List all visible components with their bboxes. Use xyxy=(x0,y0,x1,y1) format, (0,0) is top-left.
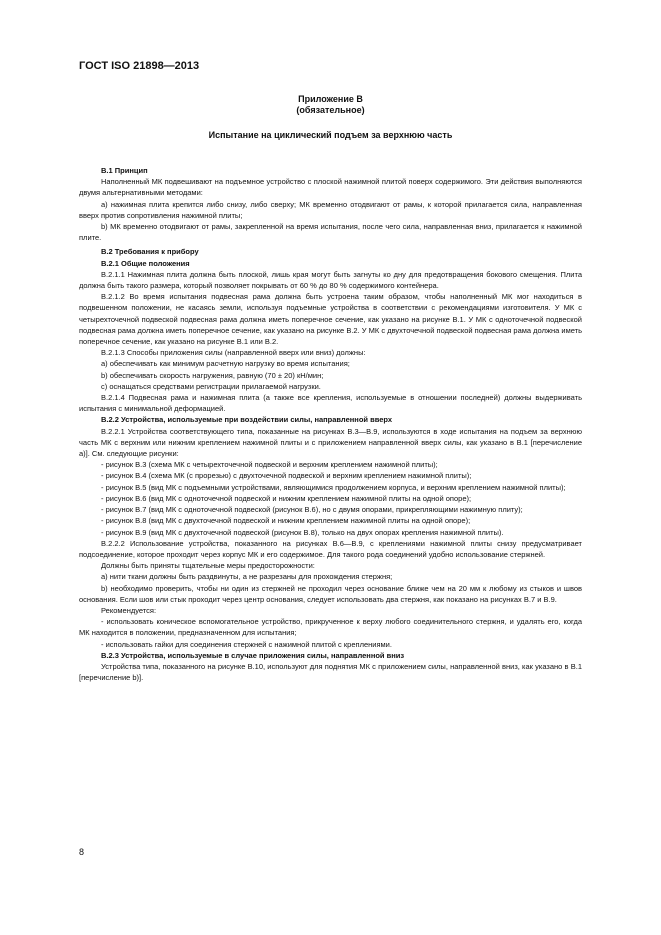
document-body xyxy=(79,162,582,683)
paragraph: В.2.1.3 Способы приложения силы (направленной вверх или вниз) должны: xyxy=(101,348,366,358)
paragraph: а) обеспечивать как минимум расчетную нагрузку во время испытания; xyxy=(101,359,350,369)
appendix-heading: Испытание на циклический подъем за верхнюю часть xyxy=(208,130,453,140)
paragraph: - использовать коническое вспомогательное устройство, прикрученное к верху любого соединительного стержня, и удалять его, когда МК находится в положении, предназначенном для испытания; xyxy=(79,617,582,638)
document-header: ГОСТ ISO 21898—2013 xyxy=(79,60,200,72)
section-heading: В.2 Требования к прибору xyxy=(101,247,199,257)
paragraph: b) необходимо проверить, чтобы ни один из стержней не проходил через основание ближе чем на 20 мм к любому из стыков и швов основания. Если шов или стык проходит через центр основания, следует использовать два стержня, как показано на рисунках В.7 и В.9. xyxy=(79,583,582,604)
paragraph: - рисунок В.8 (вид МК с двухточечной подвеской и нижним креплением нажимной плиты на одной опоре); xyxy=(101,516,471,526)
page-number: 8 xyxy=(79,847,85,857)
paragraph: Устройства типа, показанного на рисунке В.10, используют для поднятия МК с приложением силы, направленной вниз, как указано в В.1 [перечисление b)]. xyxy=(79,661,582,683)
subsection-heading: В.2.1 Общие положения xyxy=(101,258,190,268)
paragraph: В.2.1.1 Нажимная плита должна быть плоской, лишь края могут быть загнуты ко дну для предотвращения бокового смещения. Плита должна быть такого размера, который позволяет покрывать от 60 % до 80 % содержимого контейнера. xyxy=(79,269,582,291)
paragraph: b) обеспечивать скорость нагружения, равную (70 ± 20) кН/мин; xyxy=(101,370,324,380)
paragraph: В.2.1.2 Во время испытания подвесная рама должна быть устроена таким образом, чтобы наполненный МК мог находиться в подвешенном положении, не касаясь земли, используя подъемные устройства в соответствии с рекомендациями изготовителя. У МК с четырехточечной подвеской подвесная рама должна иметь поперечное сечение, как указано на рисунке В.1. У МК с одноточечной подвеской подвесная рама должна иметь поперечное сечение, как указано на рисунке В.2. У МК с двухточечной подвеской подвесная рама должна иметь поперечное сечение, как указано на рисунке В.1 или В.2. xyxy=(79,292,582,347)
paragraph: - рисунок В.5 (вид МК с подъемными устройствами, являющимися продолжением корпуса, и верхним креплением нажимной плиты); xyxy=(101,482,566,492)
paragraph: Должны быть приняты тщательные меры предосторожности: xyxy=(101,561,315,571)
paragraph: - рисунок В.3 (схема МК с четырехточечной подвеской и верхним креплением нажимной плиты); xyxy=(101,460,438,470)
paragraph: c) оснащаться средствами регистрации прилагаемой нагрузки. xyxy=(101,381,321,391)
section-heading: В.1 Принцип xyxy=(101,166,148,175)
subsection-heading: В.2.2 Устройства, используемые при воздействии силы, направленной вверх xyxy=(101,415,393,425)
paragraph: а) нажимная плита крепится либо снизу, либо сверху; МК временно отодвигают от рамы, к которой прилагается сила, направленная вверх против сопротивления нажимной плиты; xyxy=(79,199,582,220)
paragraph: В.2.2.2 Использование устройства, показанного на рисунках В.6—В.9, с креплениями нажимной плиты снизу предусматривает подсоединение, которое проходит через корпус МК и его содержимое. Для такого рода соединений удобно использование стержней. xyxy=(79,538,582,559)
paragraph: - рисунок В.9 (вид МК с двухточечной подвеской (рисунок В.8), только на двух опорах крепления нажимной плиты). xyxy=(101,527,504,537)
subsection-heading: В.2.3 Устройства, используемые в случае приложения силы, направленной вниз xyxy=(101,650,405,660)
paragraph: а) нити ткани должны быть раздвинуты, а не разрезаны для прохождения стержня; xyxy=(101,572,393,582)
appendix-status: (обязательное) xyxy=(296,105,365,115)
paragraph: - использовать гайки для соединения стержней с нажимной плитой с креплениями. xyxy=(101,639,392,649)
paragraph: b) МК временно отодвигают от рамы, закрепленной на время испытания, после чего сила, направленная вниз, прилагается к нажимной плите. xyxy=(79,222,582,243)
paragraph: В.2.1.4 Подвесная рама и нажимная плита (а также все крепления, используемые в отношении последней) должны выдерживать испытания с минимальной деформацией. xyxy=(79,393,582,414)
appendix-title: Приложение В xyxy=(298,94,363,104)
paragraph: - рисунок В.7 (вид МК с одноточечной подвеской (рисунок В.6), но с двумя опорами, прикрепляющими нажимную плиту); xyxy=(101,505,523,515)
paragraph: Наполненный МК подвешивают на подъемное устройство с плоской нажимной плитой поверх содержимого. Эти действия выполняются двумя альтернативными методами: xyxy=(79,177,582,198)
paragraph: - рисунок В.4 (схема МК (с прорезью) с двухточечной подвеской и верхним креплением нажимной плиты); xyxy=(101,471,472,481)
paragraph: Рекомендуется: xyxy=(101,605,157,615)
paragraph: - рисунок В.6 (вид МК с одноточечной подвеской и нижним креплением нажимной плиты на одной опоре); xyxy=(101,493,472,503)
paragraph: В.2.2.1 Устройства соответствующего типа, показанные на рисунках В.3—В.9, используются в ходе испытания на подъем за верхнюю часть МК с верхним или нижним креплением нажимной плиты и с приложением направленной вверх силы, как указано в В.1 [перечисление а)]. См. следующие рисунки: xyxy=(79,426,582,459)
